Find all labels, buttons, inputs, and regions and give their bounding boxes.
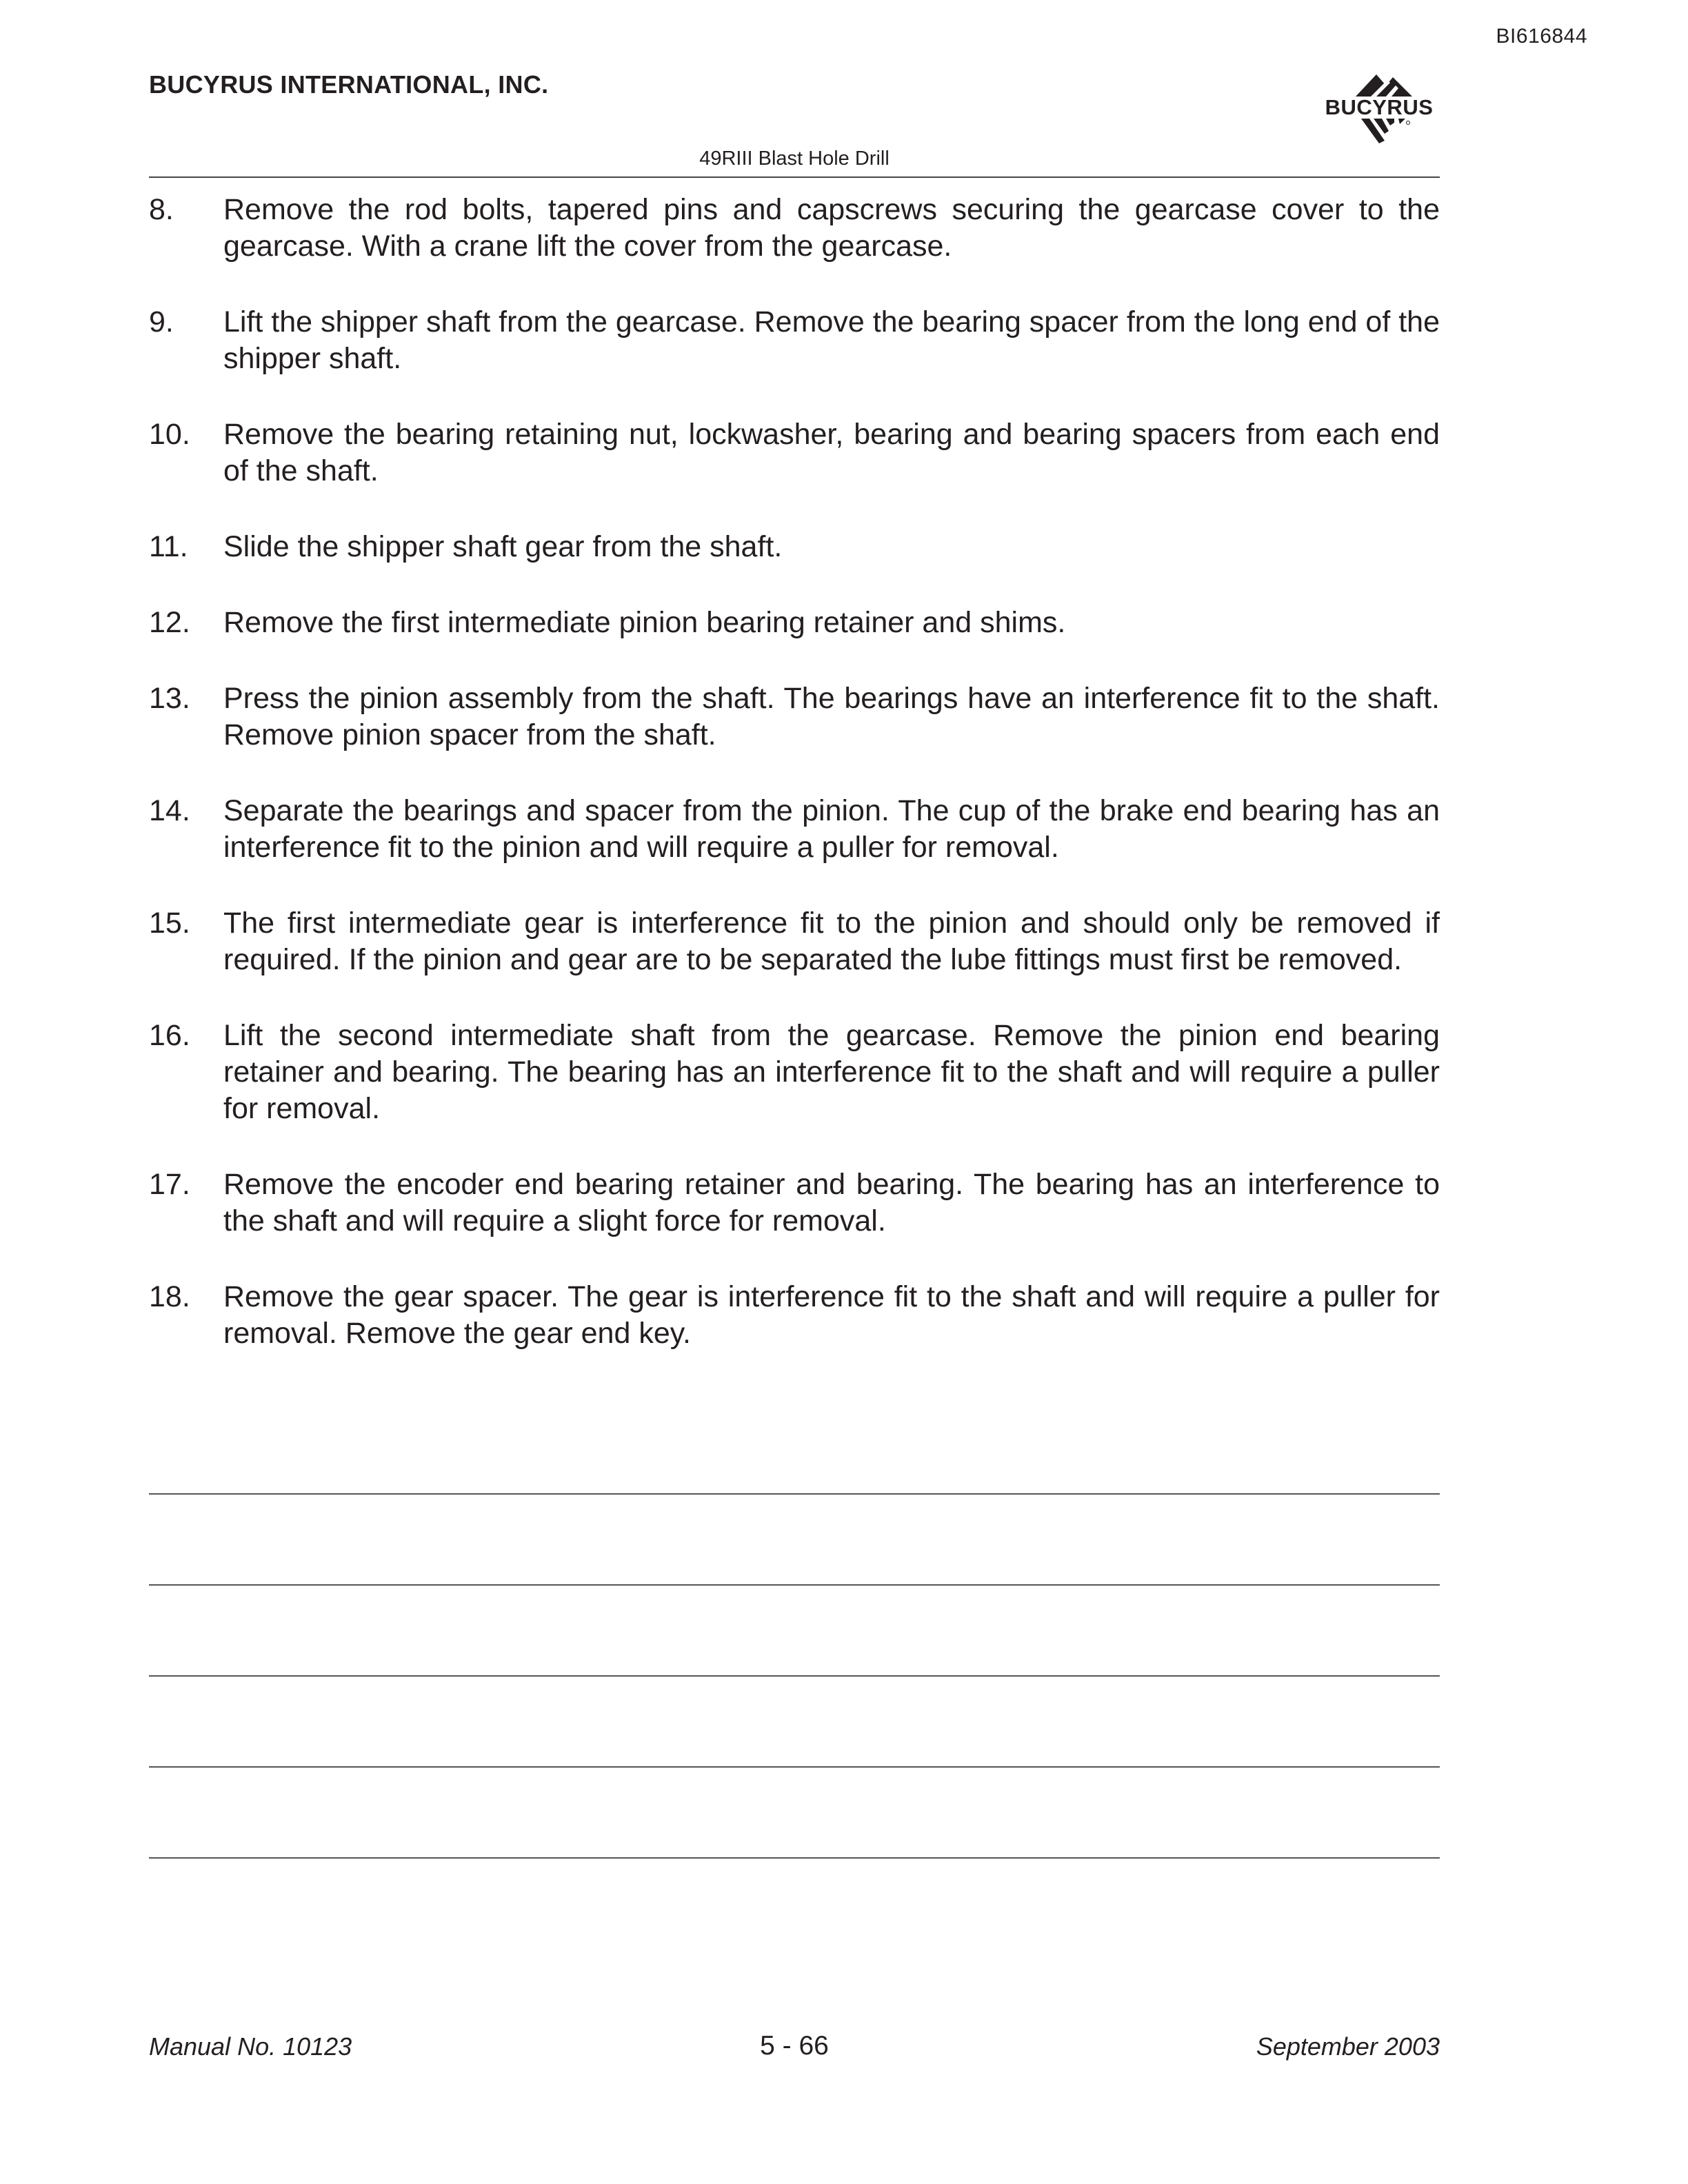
step-text: Lift the second intermediate shaft from the gearcase. Remove the pinion end bearing retainer and bearing. The bearing has an interference fit to the shaft and will require a puller for removal. bbox=[223, 1019, 1440, 1125]
step-item bbox=[149, 605, 1440, 641]
manual-number: Manual No. 10123 bbox=[149, 2032, 352, 2061]
step-number: 15. bbox=[149, 907, 190, 940]
step-text: Remove the gear spacer. The gear is interference fit to the shaft and will require a puller for removal. Remove the gear end key. bbox=[223, 1280, 1440, 1350]
step-item bbox=[149, 793, 1440, 866]
step-text: Lift the shipper shaft from the gearcase. Remove the bearing spacer from the long end of the shipper shaft. bbox=[223, 305, 1440, 375]
notes-line bbox=[149, 1857, 1440, 1859]
notes-line bbox=[149, 1766, 1440, 1768]
step-number: 8. bbox=[149, 193, 174, 226]
step-item bbox=[149, 1279, 1440, 1352]
step-text: Remove the rod bolts, tapered pins and capscrews securing the gearcase cover to the gearcase. With a crane lift the cover from the gearcase. bbox=[223, 193, 1440, 263]
model-subtitle: 49RIII Blast Hole Drill bbox=[699, 148, 890, 170]
company-name: BUCYRUS INTERNATIONAL, INC. bbox=[149, 70, 549, 99]
step-text: Remove the encoder end bearing retainer and bearing. The bearing has an interference to the shaft and will require a slight force for removal. bbox=[223, 1168, 1440, 1237]
step-item bbox=[149, 905, 1440, 978]
step-number: 16. bbox=[149, 1019, 190, 1052]
step-number: 14. bbox=[149, 794, 190, 827]
logo-wordmark: BUCYRUS bbox=[1325, 95, 1434, 119]
step-number: 12. bbox=[149, 606, 190, 639]
step-text: Remove the first intermediate pinion bearing retainer and shims. bbox=[223, 606, 1066, 639]
step-number: 17. bbox=[149, 1168, 190, 1201]
step-text: Slide the shipper shaft gear from the shaft. bbox=[223, 530, 783, 563]
page-number: 5 - 66 bbox=[760, 2031, 829, 2061]
header-divider bbox=[149, 176, 1440, 178]
step-item bbox=[149, 1166, 1440, 1240]
step-text: Separate the bearings and spacer from the pinion. The cup of the brake end bearing has an interference fit to the pinion and will require a puller for removal. bbox=[223, 794, 1440, 864]
step-item bbox=[149, 192, 1440, 265]
step-number: 11. bbox=[149, 530, 188, 563]
step-item bbox=[149, 416, 1440, 489]
step-item bbox=[149, 680, 1440, 754]
step-text: Remove the bearing retaining nut, lockwasher, bearing and bearing spacers from each end of the shaft. bbox=[223, 418, 1440, 487]
notes-line bbox=[149, 1584, 1440, 1586]
step-text: The first intermediate gear is interference fit to the pinion and should only be removed if required. If the pinion and gear are to be separated the lube fittings must first be removed. bbox=[223, 907, 1440, 976]
notes-line bbox=[149, 1493, 1440, 1495]
step-item bbox=[149, 304, 1440, 377]
publication-date: September 2003 bbox=[1256, 2032, 1440, 2061]
step-text: Press the pinion assembly from the shaft. The bearings have an interference fit to the shaft. Remove pinion spacer from the shaft. bbox=[223, 682, 1440, 751]
document-id: BI616844 bbox=[1496, 25, 1587, 48]
step-item bbox=[149, 529, 1440, 565]
step-number: 9. bbox=[149, 305, 174, 338]
step-number: 10. bbox=[149, 418, 190, 451]
notes-line bbox=[149, 1675, 1440, 1677]
step-item bbox=[149, 1018, 1440, 1127]
step-number: 13. bbox=[149, 682, 190, 715]
step-number: 18. bbox=[149, 1280, 190, 1313]
procedure-steps bbox=[149, 192, 1440, 1391]
bucyrus-logo bbox=[1318, 72, 1443, 149]
